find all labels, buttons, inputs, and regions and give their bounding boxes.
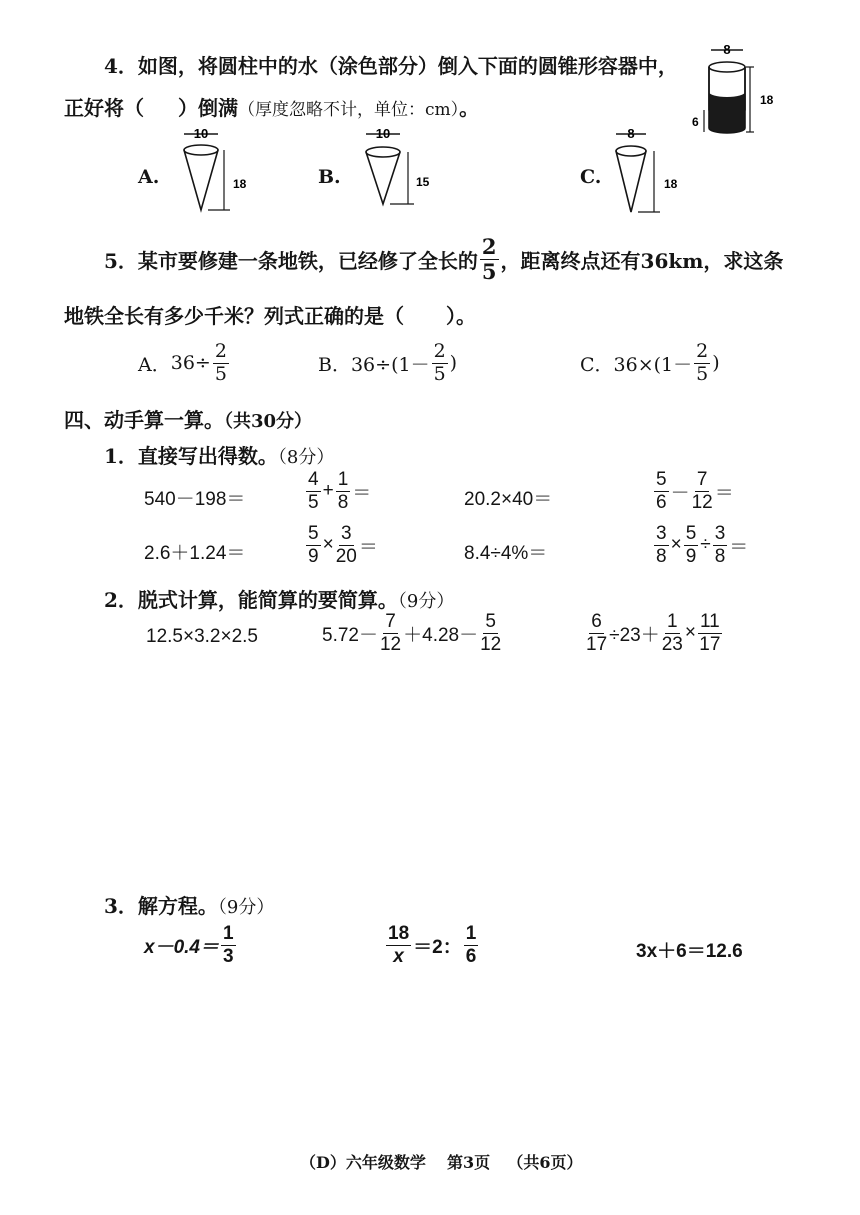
q5-line1 <box>104 236 783 283</box>
p1-r2c2 <box>304 524 378 567</box>
cyl-diameter-label: 8 <box>723 42 731 57</box>
p2-e2-frac1 <box>380 612 401 655</box>
q5-b-num: 2 <box>433 340 446 362</box>
p2-e3-d1: 17 <box>586 633 608 655</box>
p2-e3-frac2 <box>662 612 683 655</box>
p3-eq2-num: 18 <box>388 923 410 944</box>
q4-option-b-letter[interactable]: B. <box>318 166 341 188</box>
p2-e3-b: × <box>684 622 696 644</box>
cone-c-height-label: 18 <box>664 177 678 191</box>
p1-r1c4-frac1 <box>654 470 669 513</box>
p1-title: 1．直接写出得数。 <box>104 444 278 468</box>
p2-e3-n2: 1 <box>666 611 678 632</box>
p3-eq2-den2: 6 <box>465 945 477 967</box>
p1-r1c3: 20.2×40＝ <box>464 489 553 510</box>
q4-option-c-cone[interactable] <box>612 126 692 218</box>
p3-eq3: 3x＋6＝12.6 <box>636 941 743 962</box>
q5-option-b-letter: B． <box>318 353 351 376</box>
p1-r2c2-op: × <box>322 534 334 556</box>
p1-r1c4-eq: ＝ <box>714 482 734 504</box>
cone-c-body <box>616 151 646 212</box>
p2-expr3 <box>584 612 724 655</box>
q5-option-b-post: ) <box>449 352 458 375</box>
p1-r1c2-d2: 8 <box>337 491 349 513</box>
p2-e3-n3: 11 <box>699 611 720 632</box>
p3-eq2 <box>384 924 480 967</box>
p2-e2-frac2 <box>480 612 501 655</box>
p3-heading <box>104 890 274 919</box>
p1-r2c4 <box>652 524 748 567</box>
p1-heading <box>104 440 334 469</box>
cone-b-top <box>366 147 400 157</box>
q5-a-den: 5 <box>214 362 227 385</box>
q5-text1b: ，距离终点还有36km，求这条 <box>500 249 784 274</box>
q5-fraction <box>480 236 499 283</box>
p2-e3-frac3 <box>698 612 722 655</box>
p3-eq1-den: 3 <box>222 945 234 967</box>
q4-option-b-cone[interactable] <box>362 126 442 212</box>
p1-r2c4-n3: 3 <box>714 523 726 544</box>
p1-r2c2-frac1 <box>306 524 321 567</box>
q5-option-a[interactable] <box>138 342 231 385</box>
p2-e3-n1: 6 <box>591 611 602 632</box>
cone-a-body <box>184 150 218 210</box>
q5-option-c[interactable] <box>580 342 720 385</box>
p1-r1c2-frac1 <box>306 470 321 513</box>
p3-eq2-den: x <box>393 945 404 967</box>
p1-r2c4-d3: 8 <box>714 545 726 567</box>
q5-option-b-frac <box>432 342 448 385</box>
p1-r2c4-frac2 <box>684 524 699 567</box>
cone-b-body <box>366 152 400 204</box>
cyl-water <box>709 92 745 133</box>
q5-frac-den: 5 <box>481 259 497 285</box>
cone-b-diameter-label: 10 <box>375 126 391 141</box>
p1-r1c2-eq: ＝ <box>352 482 372 504</box>
q5-option-a-pre: 36÷ <box>170 352 211 375</box>
cylinder-figure <box>680 40 780 150</box>
q5-text1a: 某市要修建一条地铁，已经修了全长的 <box>137 249 478 274</box>
p2-e2-n1: 7 <box>385 611 396 632</box>
q5-option-a-frac <box>213 342 229 385</box>
cone-c-diameter-label: 8 <box>627 126 635 141</box>
footer-total: （共6页） <box>507 1153 583 1172</box>
p2-e2-b: ＋4.28－ <box>403 624 479 646</box>
p1-r1c2-n1: 4 <box>308 469 319 490</box>
p1-r1c4-n1: 5 <box>656 469 667 490</box>
p3-eq2-frac1 <box>386 924 411 967</box>
section4-title: 四、动手算一算。 <box>64 408 224 432</box>
p2-e2-a: 5.72－ <box>322 624 378 646</box>
q5-option-c-post: ) <box>712 352 720 375</box>
q5-text2-end: ）。 <box>446 304 476 328</box>
p1-r1c2-frac2 <box>336 470 351 513</box>
section4-score: （共30分） <box>224 411 313 432</box>
p1-r2c2-n1: 5 <box>308 523 319 544</box>
q4-option-a-letter[interactable]: A. <box>138 166 160 188</box>
p3-title: 3．解方程。 <box>104 894 218 918</box>
p2-e3-d3: 17 <box>699 633 721 655</box>
cyl-height-label: 18 <box>760 93 774 107</box>
q5-line2 <box>64 300 476 329</box>
q4-text-line1: 如图，将圆柱中的水（涂色部分）倒入下面的圆锥形容器中， <box>137 54 678 78</box>
cyl-water-label: 6 <box>692 115 699 129</box>
cone-a-diameter-label: 10 <box>193 126 209 141</box>
p2-e3-frac1 <box>586 612 607 655</box>
p1-r1c4 <box>652 470 734 513</box>
q5-c-num: 2 <box>696 340 709 362</box>
p1-r1c2-n2: 1 <box>337 469 349 490</box>
p1-r1c2-op: + <box>322 480 334 502</box>
footer-page: 第3页 <box>447 1153 491 1172</box>
p2-expr2 <box>322 612 503 655</box>
q4-line1 <box>104 50 678 79</box>
p1-r2c2-frac2 <box>336 524 357 567</box>
q5-c-den: 5 <box>696 362 709 385</box>
p2-e2-d2: 12 <box>480 633 502 655</box>
p1-r2c4-n1: 3 <box>656 523 667 544</box>
p2-score: （9分） <box>397 591 455 612</box>
p2-e3-a: ÷23＋ <box>609 624 660 646</box>
p3-eq1-num: 1 <box>222 923 234 944</box>
q5-b-den: 5 <box>433 362 446 385</box>
q5-frac-num: 2 <box>481 234 497 259</box>
p3-score: （9分） <box>217 897 275 918</box>
p1-r2c2-n2: 3 <box>340 523 352 544</box>
p1-r1c4-d2: 12 <box>691 491 713 513</box>
cone-a-height-label: 18 <box>233 177 247 191</box>
p3-eq1-a: x－0.4＝ <box>144 936 219 958</box>
p3-eq1 <box>144 924 238 967</box>
p1-r1c4-n2: 7 <box>696 469 708 490</box>
q4-option-a-cone[interactable] <box>178 126 258 218</box>
p1-r2c4-frac3 <box>713 524 728 567</box>
cone-c-top <box>616 146 646 156</box>
p3-eq2-a: ＝2： <box>413 936 462 958</box>
q5-option-c-frac <box>694 342 710 385</box>
p1-r1c4-frac2 <box>692 470 713 513</box>
p1-r2c3: 8.4÷4%＝ <box>464 543 548 564</box>
p1-r2c2-d1: 9 <box>308 545 319 567</box>
p1-r2c4-eq: ＝ <box>729 536 749 558</box>
p1-r2c4-d2: 9 <box>685 545 697 567</box>
cone-a-top <box>184 145 218 155</box>
q5-option-b[interactable] <box>318 342 457 385</box>
p1-r1c2-d1: 5 <box>308 491 319 513</box>
p1-r1c1: 540－198＝ <box>144 489 246 510</box>
q5-option-c-letter: C． <box>580 353 614 376</box>
p1-r2c1: 2.6＋1.24＝ <box>144 543 246 564</box>
p1-r2c4-d1: 8 <box>656 545 667 567</box>
p1-r2c4-op2: ÷ <box>700 534 711 556</box>
p3-eq2-frac2 <box>464 924 479 967</box>
p2-heading <box>104 584 454 613</box>
q4-option-c-letter[interactable]: C. <box>580 166 602 188</box>
q5-option-a-letter: A． <box>138 353 171 376</box>
p2-title: 2．脱式计算，能简算的要简算。 <box>104 588 398 612</box>
q5-option-c-pre: 36×(1－ <box>613 353 693 376</box>
p3-eq1-frac <box>221 924 236 967</box>
p1-r1c2 <box>304 470 371 513</box>
q4-note: （厚度忽略不计，单位：cm） <box>238 100 460 120</box>
p1-r1c4-op: － <box>670 482 690 504</box>
p1-score: （8分） <box>277 447 335 468</box>
q4-line2 <box>64 92 479 121</box>
section4-heading <box>64 404 312 433</box>
p3-eq2-num2: 1 <box>465 923 477 944</box>
page-footer <box>300 1150 582 1173</box>
q4-end: 。 <box>459 96 480 120</box>
p1-r2c4-op1: × <box>670 534 682 556</box>
p1-r1c4-d1: 6 <box>656 491 667 513</box>
cyl-top <box>709 62 745 72</box>
p1-r2c2-eq: ＝ <box>358 536 378 558</box>
q5-option-b-pre: 36÷(1－ <box>350 353 430 376</box>
p2-e2-d1: 12 <box>379 633 402 655</box>
p2-e2-n2: 5 <box>485 611 496 632</box>
q5-number: 5． <box>104 249 138 274</box>
p1-r2c2-d2: 20 <box>335 545 357 567</box>
q4-number: 4． <box>104 54 138 78</box>
cone-b-height-label: 15 <box>416 175 430 189</box>
footer-label: （D）六年级数学 <box>300 1153 426 1172</box>
q4-text2b: ）倒满 <box>178 96 238 120</box>
q5-text2: 地铁全长有多少千米？列式正确的是（ <box>64 304 404 328</box>
p2-e3-d2: 23 <box>661 633 683 655</box>
p1-r2c4-frac1 <box>654 524 669 567</box>
q4-text2a: 正好将（ <box>64 96 144 120</box>
p2-expr1: 12.5×3.2×2.5 <box>146 626 258 647</box>
q5-a-num: 2 <box>214 340 227 362</box>
p1-r2c4-n2: 5 <box>685 523 697 544</box>
